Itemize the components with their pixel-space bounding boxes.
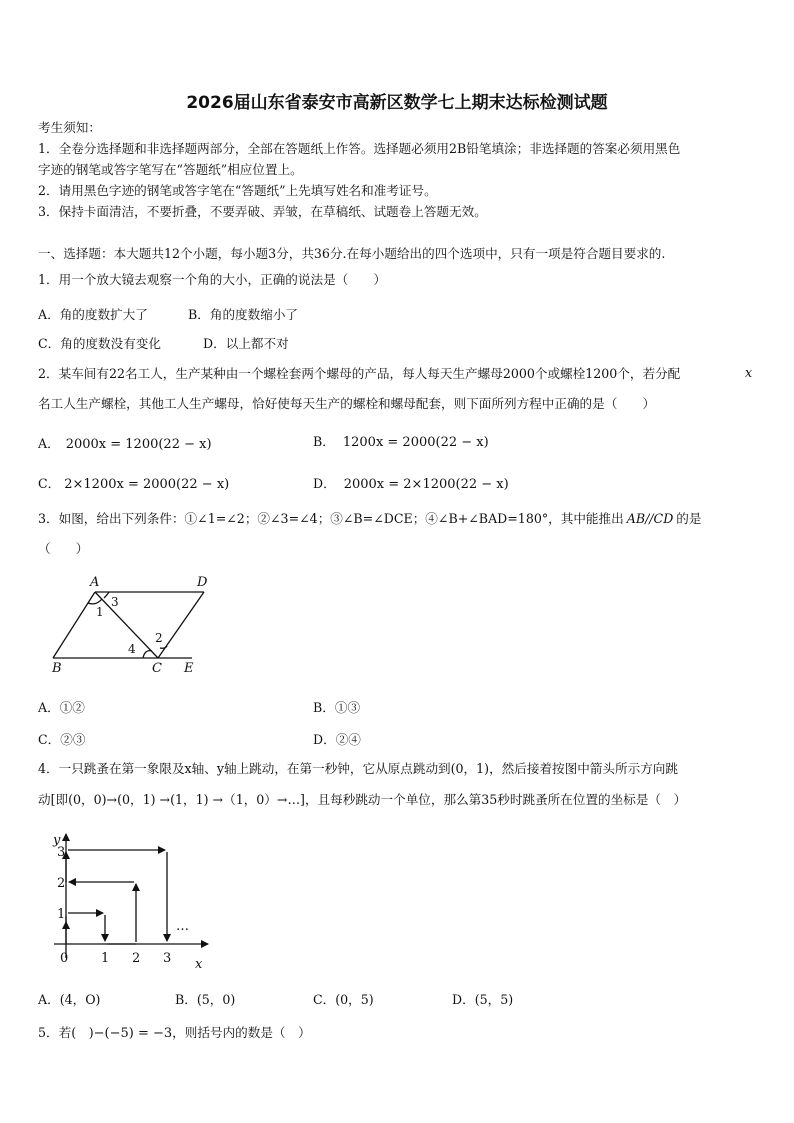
q5-expression: −(−5) = −3	[93, 1026, 173, 1041]
notice-item: 2．请用黑色字迹的钢笔或答字笔在“答题纸”上先填写姓名和准考证号。	[38, 183, 437, 198]
q2-option-c[interactable]	[38, 473, 229, 492]
x-tick-1: 1	[101, 951, 110, 966]
label-c: C	[152, 661, 162, 676]
q4-option-a[interactable]: A．(4，O)	[38, 992, 101, 1007]
label-d: D	[197, 575, 208, 590]
q4-option-d[interactable]: D．(5，5)	[452, 992, 514, 1007]
q5-prefix: 5．若( )	[38, 1025, 94, 1040]
q1-option-b[interactable]: B．角的度数缩小了	[188, 307, 299, 322]
angle-2-arc	[160, 646, 167, 648]
y-tick-3: 3	[57, 845, 66, 860]
q2-option-d[interactable]	[313, 473, 509, 492]
q3-parallel-statement: AB//CD	[626, 511, 674, 526]
q1-option-c[interactable]: C．角的度数没有变化	[38, 336, 161, 351]
q2-option-a-equation: 2000x = 1200(22 − x)	[65, 437, 212, 452]
question-3-line2: （ ）	[38, 541, 89, 556]
line-ab	[53, 592, 95, 658]
section-heading: 一、选择题：本大题共12个小题，每小题3分，共36分.在每小题给出的四个选项中，只有一项是符合题目要求的.	[38, 246, 666, 261]
label-angle-3: 3	[111, 595, 119, 609]
notice-item: 1．全卷分选择题和非选择题两部分，全部在答题纸上作答。选择题必须用2B铅笔填涂；非选择题的答案必须用黑色	[38, 141, 681, 156]
q2-option-b-label: B．	[313, 434, 335, 449]
q3-option-d[interactable]: D．②④	[313, 732, 361, 747]
q3-figure-parallelogram	[44, 572, 214, 678]
q3-option-c[interactable]: C．②③	[38, 732, 86, 747]
q2-option-d-label: D．	[313, 476, 336, 491]
question-1-stem: 1．用一个放大镜去观察一个角的大小，正确的说法是（ ）	[38, 272, 387, 287]
q3-conditions: 3．如图，给出下列条件：①∠1=∠2；②∠3=∠4；③∠B=∠DCE；④∠B+∠BAD=180°，其中能推出	[38, 511, 624, 526]
question-2-line1: 2．某车间有22名工人，生产某种由一个螺栓套两个螺母的产品，每人每天生产螺母2000个或螺栓1200个，若分配	[38, 366, 681, 381]
y-tick-1: 1	[57, 907, 66, 922]
x-axis-label: x	[195, 957, 203, 972]
x-tick-2: 2	[132, 951, 141, 966]
q4-figure-flea-path	[48, 826, 220, 972]
x-tick-3: 3	[163, 951, 172, 966]
q5-suffix: ，则括号内的数是（ ）	[172, 1025, 311, 1040]
q3-option-b[interactable]: B．①③	[313, 700, 361, 715]
y-tick-2: 2	[57, 876, 66, 891]
notice-item: 字迹的钢笔或答字笔写在“答题纸”相应位置上。	[38, 162, 303, 177]
y-axis-label: y	[53, 833, 61, 848]
angle-3-arc	[104, 592, 109, 598]
q2-variable-x: x	[745, 365, 753, 380]
question-5-stem	[38, 1025, 311, 1042]
q2-option-d-equation: 2000x = 2×1200(22 − x)	[343, 477, 509, 492]
origin-label: 0	[60, 951, 69, 966]
q4-option-c[interactable]: C．(0，5)	[313, 992, 374, 1007]
notice-item: 3．保持卡面清洁，不要折叠，不要弄破、弄皱，在草稿纸、试题卷上答题无效。	[38, 204, 487, 219]
question-2-line2: 名工人生产螺栓，其他工人生产螺母，恰好使每天生产的螺栓和螺母配套，则下面所列方程中正确的是（ ）	[38, 396, 656, 411]
q2-option-c-equation: 2×1200x = 2000(22 − x)	[64, 477, 230, 492]
q1-option-d[interactable]: D．以上都不对	[203, 336, 289, 351]
label-b: B	[52, 661, 62, 676]
q4-option-b[interactable]: B．(5，0)	[175, 992, 236, 1007]
notice-heading: 考生须知：	[38, 120, 101, 135]
label-a: A	[90, 575, 100, 590]
label-angle-4: 4	[128, 642, 136, 656]
angle-4-arc	[143, 651, 152, 658]
label-angle-1: 1	[96, 605, 104, 619]
label-e: E	[184, 661, 194, 676]
q2-option-b-equation: 1200x = 2000(22 − x)	[342, 435, 489, 450]
line-ac	[95, 592, 158, 658]
q2-option-a[interactable]	[38, 433, 212, 452]
q2-option-c-label: C．	[38, 476, 61, 491]
label-angle-2: 2	[155, 631, 163, 645]
page-title: 2026届山东省泰安市高新区数学七上期末达标检测试题	[186, 93, 608, 113]
q2-option-a-label: A．	[38, 436, 60, 451]
question-4-line1: 4．一只跳蚤在第一象限及x轴、y轴上跳动，在第一秒钟，它从原点跳动到(0，1)，然后接着按图中箭头所示方向跳	[38, 761, 678, 776]
q3-option-a[interactable]: A．①②	[38, 700, 85, 715]
question-4-line2: 动[即(0，0)→(0，1) →(1，1) →（1，0）→…]，且每秒跳动一个单位，那么第35秒时跳蚤所在位置的坐标是（ ）	[38, 792, 687, 807]
q1-option-a[interactable]: A．角的度数扩大了	[38, 307, 148, 322]
q3-tail: 的是	[676, 511, 702, 526]
q2-option-b[interactable]	[313, 431, 489, 450]
question-3-line1	[38, 511, 701, 527]
continuation-dots: …	[176, 919, 189, 934]
